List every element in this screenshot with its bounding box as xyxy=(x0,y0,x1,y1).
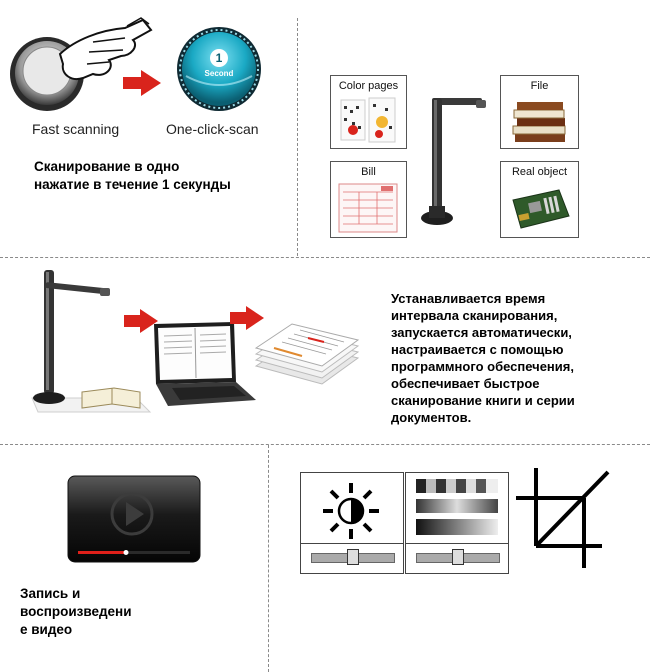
section1-description-line2: нажатие в течение 1 секунды xyxy=(34,177,231,192)
video-player-icon xyxy=(66,474,202,566)
motherboard-image xyxy=(509,186,571,232)
section3-description-line: Устанавливается время xyxy=(391,291,546,306)
crop-icon xyxy=(510,464,616,572)
document-stack-image xyxy=(252,310,360,400)
section3-description-line: сканирование книги и серии xyxy=(391,393,575,408)
document-scanner-device xyxy=(418,94,490,228)
file-label: File xyxy=(530,80,549,92)
svg-text:Second: Second xyxy=(204,69,234,78)
laptop-image xyxy=(148,320,258,410)
section3-description-line: программного обеспечения, xyxy=(391,359,574,374)
section4-description xyxy=(20,585,132,639)
section4-description-line: воспроизведени xyxy=(20,604,132,619)
one-second-timer-icon xyxy=(174,24,264,114)
fast-scanning-label: Fast scanning xyxy=(32,121,120,137)
arrow-right-icon xyxy=(123,70,161,96)
section3-description xyxy=(391,290,575,426)
horizontal-divider-2 xyxy=(0,444,650,445)
section4-description-line: Запись и xyxy=(20,586,81,601)
bill-box xyxy=(330,161,407,238)
finger-press-button-icon xyxy=(5,12,155,114)
books-stack-image xyxy=(511,98,569,144)
contrast-gradient-icon xyxy=(412,477,502,539)
brightness-sun-icon xyxy=(321,481,381,541)
color-pages-image xyxy=(339,96,397,144)
svg-text:1: 1 xyxy=(215,51,223,65)
contrast-slider-handle[interactable] xyxy=(452,549,464,565)
real-object-box xyxy=(500,161,579,238)
color-pages-label: Color pages xyxy=(338,80,399,92)
brightness-slider-handle[interactable] xyxy=(347,549,359,565)
horizontal-divider-1 xyxy=(0,257,650,258)
section3-description-line: интервала сканирования, xyxy=(391,308,558,323)
brightness-adjust-panel xyxy=(300,472,404,574)
bill-label: Bill xyxy=(361,166,376,178)
section3-description-line: запускается автоматически, xyxy=(391,325,572,340)
vertical-divider-bottom xyxy=(268,445,269,672)
vertical-divider-top xyxy=(297,18,298,256)
section4-description-line: е видео xyxy=(20,622,73,637)
scanner-with-book-image xyxy=(28,262,154,416)
video-progress-fill xyxy=(78,551,126,554)
real-object-label: Real object xyxy=(511,166,568,178)
section3-description-line: настраивается с помощью xyxy=(391,342,564,357)
bill-document-image xyxy=(337,182,399,234)
contrast-adjust-panel xyxy=(405,472,509,574)
section3-description-line: документов. xyxy=(391,410,472,425)
section3-description-line: обеспечивает быстрое xyxy=(391,376,540,391)
one-click-scan-label: One-click-scan xyxy=(166,121,259,137)
file-box xyxy=(500,75,579,149)
color-pages-box xyxy=(330,75,407,149)
section1-description-line1: Сканирование в одно xyxy=(34,159,180,174)
section1-description xyxy=(34,158,231,194)
